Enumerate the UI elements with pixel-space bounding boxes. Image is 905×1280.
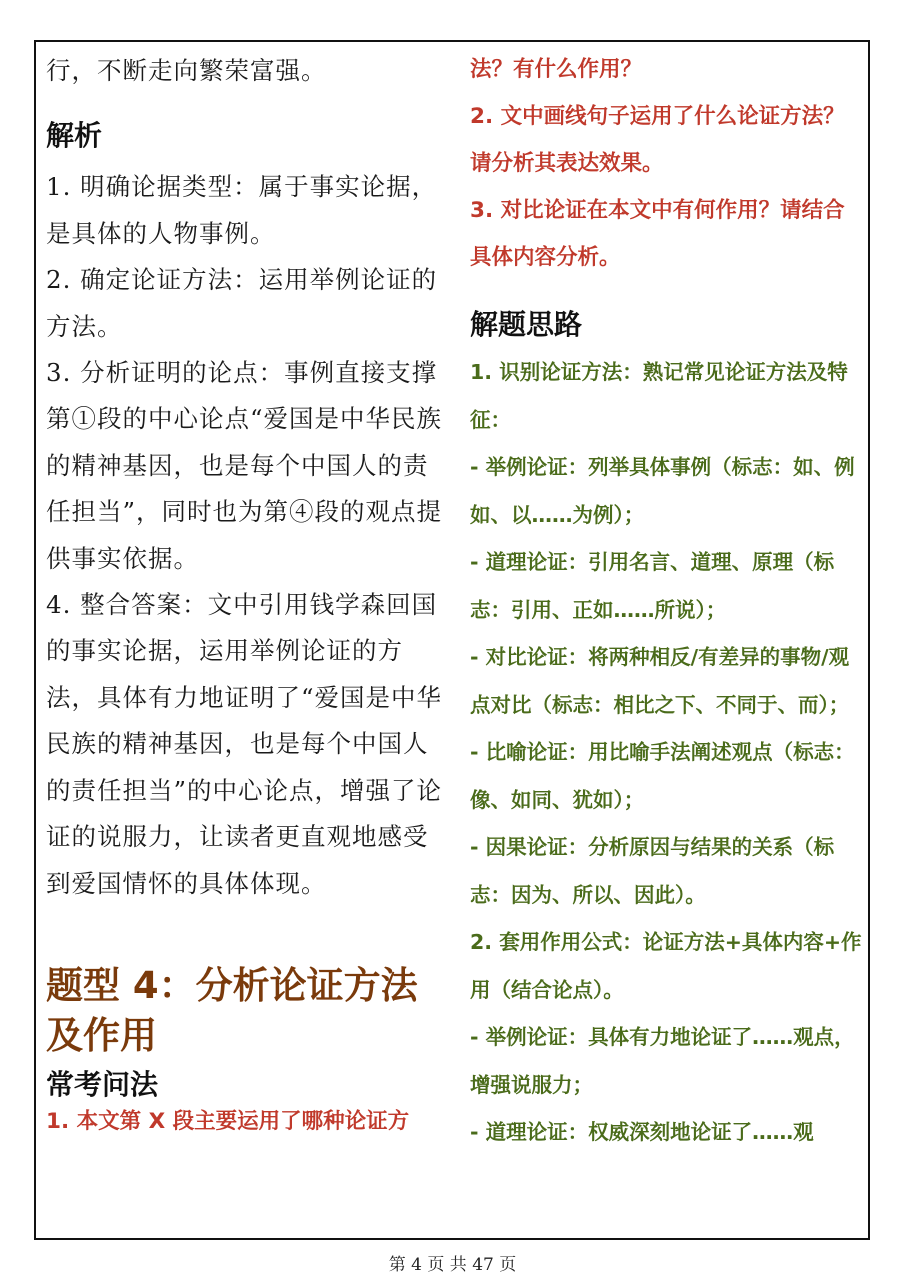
question-3: 3. 对比论证在本文中有何作用？请结合具体内容分析。 <box>470 198 845 270</box>
analysis-item-4: 4. 整合答案：文中引用钱学森回国的事实论据，运用举例论证的方法，具体有力地证明了“爱国是中华民族的精神基因，也是每个中国人的责任担当”的中心论点，增强了论证的说服力，让读者更直观地感受到爱国情怀的具体体现。 <box>46 590 443 898</box>
thinking-item-9: - 道理论证：权威深刻地论证了……观 <box>470 1120 814 1144</box>
thinking-item-3: - 道理论证：引用名言、道理、原理（标志：引用、正如……所说）； <box>470 550 835 622</box>
thinking-item-8: - 举例论证：具体有力地论证了……观点，增强说服力； <box>470 1025 855 1097</box>
analysis-item-2: 2. 确定论证方法：运用举例论证的方法。 <box>46 265 438 341</box>
thinking-item-4: - 对比论证：将两种相反/有差异的事物/观点对比（标志：相比之下、不同于、而）； <box>470 645 850 717</box>
left-column <box>46 42 451 1141</box>
thinking-item-1: 1. 识别论证方法：熟记常见论证方法及特征： <box>470 360 848 432</box>
content-frame <box>34 40 870 1240</box>
analysis-heading: 解析 <box>46 119 103 153</box>
thinking-item-6: - 因果论证：分析原因与结果的关系（标志：因为、所以、因此）。 <box>470 835 835 907</box>
question-1-start: 1. 本文第 X 段主要运用了哪种论证方 <box>46 1108 410 1134</box>
section-title: 题型 4：分析论证方法及作用 <box>46 963 418 1057</box>
question-2: 2. 文中画线句子运用了什么论证方法？请分析其表达效果。 <box>470 104 845 176</box>
right-column <box>470 42 866 1157</box>
question-1-end: 法？有什么作用？ <box>470 57 643 82</box>
analysis-item-1: 1. 明确论据类型：属于事实论据，是具体的人物事例。 <box>46 172 438 248</box>
analysis-item-3: 3. 分析证明的论点：事例直接支撑第①段的中心论点“爱国是中华民族的精神基因，也是每个中国人的责任担当”，同时也为第④段的观点提供事实依据。 <box>46 358 443 573</box>
intro-text: 行，不断走向繁荣富强。 <box>46 56 327 85</box>
thinking-heading: 解题思路 <box>470 308 583 341</box>
subheading: 常考问法 <box>46 1067 159 1101</box>
page-footer: 第 4 页 共 47 页 <box>388 1255 517 1275</box>
thinking-item-7: 2. 套用作用公式：论证方法+具体内容+作用（结合论点）。 <box>470 930 862 1002</box>
thinking-item-5: - 比喻论证：用比喻手法阐述观点（标志：像、如同、犹如）； <box>470 740 855 812</box>
thinking-item-2: - 举例论证：列举具体事例（标志：如、例如、以……为例）； <box>470 455 855 527</box>
